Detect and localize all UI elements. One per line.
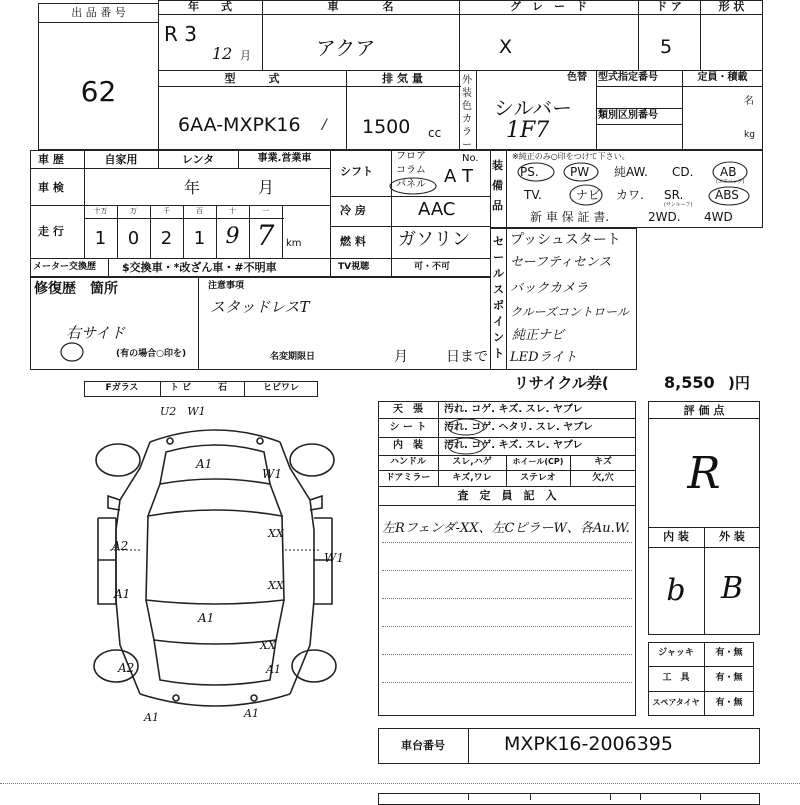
mark-left-rear-door: A1: [114, 587, 131, 601]
chassis-number: MXPK16-2006395: [504, 733, 673, 755]
interior-score: b: [666, 573, 686, 608]
history-private: 自家用: [104, 153, 138, 166]
displacement-label: 排 気 量: [382, 72, 423, 85]
displacement-unit: cc: [428, 126, 442, 140]
sales-point-2: セーフティセンス: [510, 255, 612, 270]
mileage-label: 走 行: [38, 225, 64, 238]
shift-option-floor: フロア: [396, 151, 426, 162]
inspection-year-unit: 年: [184, 178, 201, 197]
handle-option-1: スレ,ハゲ: [452, 457, 492, 467]
meter-options: $交換車・*改ざん車・#不明車: [122, 261, 277, 274]
history-label: 車 歴: [38, 153, 64, 166]
glass-chip: ト ビ: [170, 383, 192, 393]
car-diagram: [80, 400, 360, 730]
attention-label: 注意事項: [208, 281, 245, 291]
model: 6AA-MXPK16: [178, 114, 301, 136]
mirror-label: ドアミラー: [385, 473, 431, 483]
condition-seat-label: シ ー ト: [389, 422, 427, 433]
repair-handwritten: 右サイド: [66, 324, 125, 342]
category-label: 類別区別番号: [598, 110, 658, 121]
sales-points-box: [490, 228, 637, 370]
sales-point-6: LEDライト: [510, 350, 578, 365]
condition-ceiling-options: 汚れ. コゲ. キズ. スレ. ヤブレ: [444, 404, 583, 415]
condition-interior-label: 内 装: [393, 440, 423, 451]
lot-label: 出 品 番 号: [71, 6, 126, 19]
equipment-note: ※純正のみ○印をつけて下さい。: [512, 152, 630, 161]
meter-label: メーター交換歴: [33, 262, 97, 272]
model-mark: /: [322, 117, 327, 133]
mirror-option-2: ステレオ: [520, 473, 556, 483]
displacement: 1500: [362, 116, 411, 138]
shift-value: A T: [444, 166, 474, 187]
condition-circle-marks: [438, 418, 638, 458]
accessory-jack-value: 有・無: [715, 648, 743, 658]
tv-label: TV視聴: [338, 262, 370, 272]
equip-ab-sub: (エアバッグ): [716, 179, 745, 185]
ac-label: 冷 房: [340, 204, 366, 217]
mark-left-rear-fender: A2: [118, 661, 135, 675]
recycle-amount: 8,550: [664, 373, 715, 392]
condition-interior-options: 汚れ. コゲ. キズ. スレ. ヤブレ: [444, 440, 583, 451]
equipment-label: 装備品: [492, 159, 503, 212]
mark-front-right-fender: W1: [262, 467, 282, 481]
year-era: R 3: [164, 22, 197, 46]
accessory-tool-value: 有・無: [715, 673, 743, 683]
mileage-digit-6: 7: [256, 219, 275, 252]
mileage-unit-label-2: 万: [130, 207, 137, 215]
capacity-label: 定員・積載: [697, 72, 748, 83]
mark-right-rear-door: XX: [268, 579, 284, 592]
ac-value: AAC: [418, 199, 456, 220]
type-designation-label: 型式指定番号: [598, 72, 658, 83]
fuel-label: 燃 料: [340, 235, 366, 248]
mark-rear-left: A1: [144, 711, 159, 724]
attention-value: スタッドレスT: [210, 298, 310, 316]
mileage-unit-label-1: 十万: [93, 207, 108, 215]
color-side-label: 外装色カラーNo.: [462, 75, 479, 164]
mileage-digit-1: 1: [94, 228, 107, 249]
mileage-unit: km: [286, 238, 302, 249]
equip-ab: AB: [720, 165, 737, 179]
name-change-day: 日まで: [446, 349, 488, 365]
year-label: 年 式: [188, 0, 232, 13]
evaluation-score: R: [687, 448, 721, 499]
shape-label: 形 状: [718, 0, 745, 13]
handle-label: ハンドル: [389, 457, 426, 467]
grade-label: グ レ ー ド: [510, 0, 587, 13]
repair-circle-mark: [58, 340, 88, 364]
equipment-circle-marks: [500, 150, 770, 220]
doors: 5: [660, 36, 673, 58]
inspector-note: 左Rフェンダ-XX、左CピラーW、各Au.W.: [382, 521, 630, 536]
repair-note: (有の場合○印を): [116, 349, 187, 359]
mark-top: U2 W1: [160, 405, 206, 418]
equip-pw: PW: [570, 165, 590, 179]
inspection-month-unit: 月: [258, 178, 275, 197]
color: シルバー: [494, 96, 573, 120]
equip-ps: PS.: [520, 165, 539, 179]
equip-aw: 純AW.: [614, 165, 648, 179]
sales-point-5: 純正ナビ: [512, 328, 565, 343]
mileage-unit-label-5: 十: [229, 207, 236, 215]
equip-4wd: 4WD: [704, 210, 733, 224]
year-month-unit: 月: [240, 49, 251, 62]
equip-leather: カワ.: [616, 188, 644, 202]
glass-crack: ヒビワレ: [262, 383, 299, 393]
mark-right-front-door: XX: [268, 527, 284, 540]
equip-tv: TV.: [524, 188, 542, 202]
equip-navi: ナビ: [576, 188, 601, 202]
inspector-label: 査 定 員 記 入: [457, 489, 557, 502]
sales-point-4: クルーズコントロール: [510, 305, 629, 319]
mileage-digit-3: 2: [160, 228, 173, 249]
mark-hood: A1: [196, 457, 213, 471]
equip-abs: ABS: [715, 188, 739, 202]
equip-2wd: 2WD.: [648, 210, 681, 224]
mark-left-front-door: A2: [112, 539, 129, 553]
equip-cd: CD.: [672, 165, 694, 179]
grade: X: [499, 36, 513, 58]
sales-point-3: バックカメラ: [510, 281, 589, 296]
name-change-label: 名変期限日: [270, 352, 316, 362]
history-business: 事業.営業車: [257, 153, 312, 164]
glass-stone: 石: [218, 383, 228, 393]
shift-option-panel: パネル: [396, 179, 426, 190]
footer-divider: [0, 783, 800, 784]
shift-option-column: コラム: [396, 165, 426, 176]
fuel-value: ガソリン: [398, 229, 470, 250]
handle-option-3: キズ: [594, 457, 612, 467]
mark-roof: A1: [198, 611, 215, 625]
year-month: 12: [212, 44, 233, 63]
mileage-digit-4: 1: [193, 228, 206, 249]
door-label: ド ア: [656, 0, 682, 13]
mileage-unit-label-6: 一: [262, 207, 269, 215]
exterior-label: 外 装: [719, 530, 745, 543]
equip-sr: SR.: [664, 188, 684, 202]
history-rental: レンタ: [181, 153, 215, 166]
accessory-tool-label: 工 具: [662, 673, 690, 683]
condition-ceiling-label: 天 張: [393, 404, 423, 415]
mark-rear-right: A1: [244, 707, 259, 720]
footer-table-stub: [378, 793, 760, 805]
sales-points-label: セールスポイント: [493, 235, 504, 360]
condition-seat-options: 汚れ. コゲ. ヘタリ. スレ. ヤブレ: [444, 422, 593, 433]
chassis-label: 車台番号: [401, 739, 445, 752]
mileage-digit-5: 9: [225, 224, 240, 249]
mark-right-side-outside: W1: [324, 551, 344, 565]
accessory-spare-label: スペアタイヤ: [652, 698, 700, 707]
color-code: 1F7: [506, 118, 550, 143]
lot-number: 62: [80, 75, 117, 108]
accessory-jack-label: ジャッキ: [658, 648, 694, 658]
mirror-option-1: キズ,ワレ: [452, 473, 492, 483]
model-label: 型 式: [224, 72, 280, 85]
equip-sr-sub: (サンルーフ): [664, 202, 693, 208]
color-change-label: 色替: [567, 72, 587, 83]
interior-label: 内 装: [663, 530, 689, 543]
exterior-score: B: [720, 571, 744, 606]
mileage-digit-2: 0: [127, 228, 140, 249]
evaluation-label: 評 価 点: [683, 404, 725, 417]
mileage-unit-label-3: 千: [163, 207, 170, 215]
mileage-unit-label-4: 百: [196, 207, 203, 215]
shift-circle-mark: [388, 176, 438, 196]
handle-option-2: ホイール(CP): [512, 457, 564, 466]
recycle-label: リサイクル券(: [514, 374, 609, 392]
car-label: 車 名: [327, 0, 394, 13]
mirror-option-3: 欠,穴: [592, 473, 614, 483]
mark-right-rear-wheel: A1: [266, 663, 281, 676]
accessory-spare-value: 有・無: [715, 698, 743, 708]
repair-label: 修復歴 箇所: [34, 281, 118, 297]
inspection-label: 車 検: [38, 181, 64, 194]
name-change-month: 月: [394, 349, 408, 365]
car-name: アクア: [316, 36, 376, 60]
capacity-unit-persons: 名: [744, 96, 754, 107]
glass-windshield: Fガラス: [105, 383, 139, 393]
equip-warranty: 新 車 保 証 書.: [530, 210, 610, 224]
sales-point-1: プッシュスタート: [510, 232, 621, 248]
recycle-unit: )円: [728, 374, 750, 392]
shift-label: シフト: [340, 165, 373, 178]
mark-right-rear-fender: XX: [260, 639, 276, 652]
capacity-unit-kg: kg: [744, 130, 755, 140]
tv-options: 可・不可: [414, 262, 451, 272]
